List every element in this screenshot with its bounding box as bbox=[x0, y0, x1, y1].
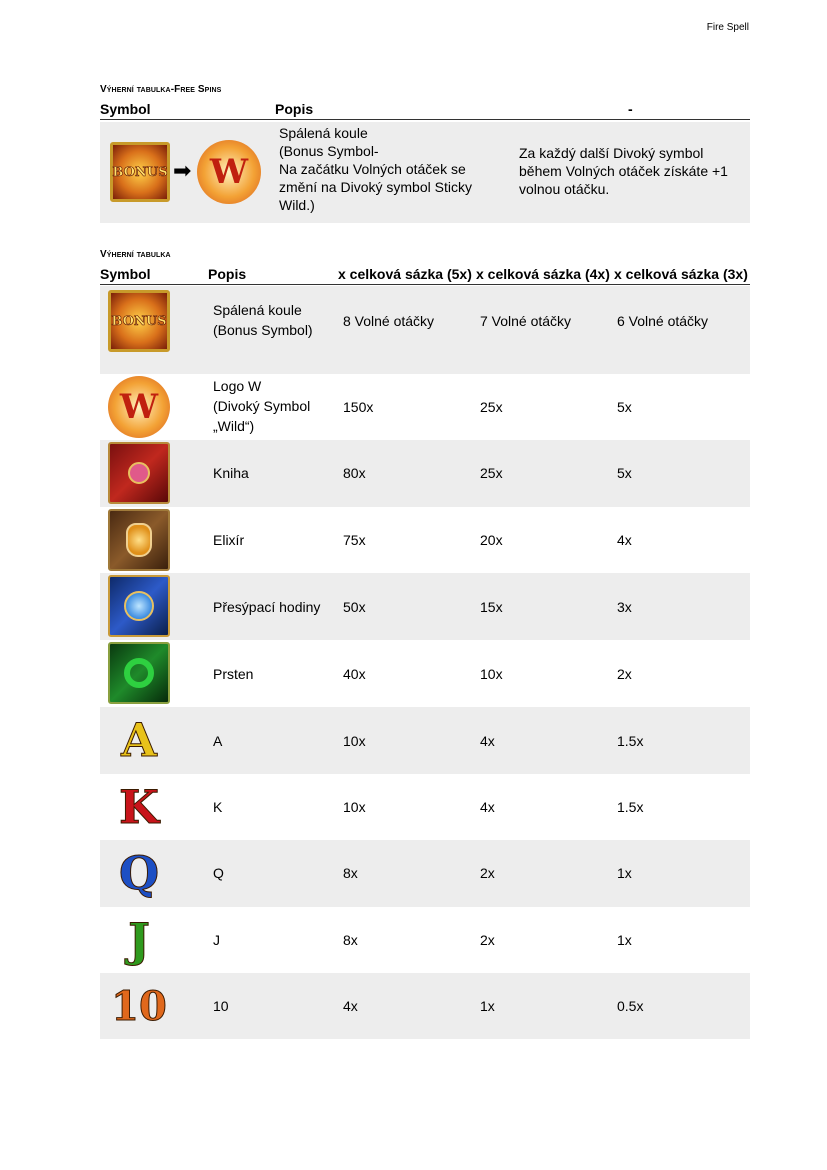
row-description: J bbox=[213, 932, 220, 948]
payout-4x: 1x bbox=[480, 998, 495, 1014]
fs-header-rule bbox=[100, 119, 750, 120]
row-description: Spálená koule (Bonus Symbol) bbox=[213, 302, 313, 338]
payout-3x: 1.5x bbox=[617, 733, 644, 749]
payout-3x: 1x bbox=[617, 932, 632, 948]
payout-3x: 5x bbox=[617, 399, 632, 415]
fs-header-symbol: Symbol bbox=[100, 101, 151, 117]
bonus-icon: BONUS bbox=[110, 142, 170, 202]
table-row bbox=[100, 640, 750, 707]
letter-q-icon: Q bbox=[118, 846, 160, 900]
payout-5x: 10x bbox=[343, 733, 366, 749]
payout-5x: 8x bbox=[343, 865, 358, 881]
table-row bbox=[100, 440, 750, 507]
payout-5x: 50x bbox=[343, 599, 366, 615]
payout-4x: 10x bbox=[480, 666, 503, 682]
payout-4x: 25x bbox=[480, 465, 503, 481]
letter-k-icon: K bbox=[119, 780, 159, 834]
payout-4x: 20x bbox=[480, 532, 503, 548]
payout-3x: 3x bbox=[617, 599, 632, 615]
payout-5x: 80x bbox=[343, 465, 366, 481]
payout-5x: 150x bbox=[343, 399, 374, 415]
row-description: Kniha bbox=[213, 465, 249, 481]
pt-header-popis: Popis bbox=[208, 266, 247, 282]
table-row bbox=[100, 973, 750, 1039]
payout-5x: 8 Volné otáčky bbox=[343, 313, 435, 329]
payout-4x: 15x bbox=[480, 599, 503, 615]
row-description: Q bbox=[213, 865, 224, 881]
letter-j-icon: J bbox=[128, 913, 150, 967]
wild-w-icon: W bbox=[197, 140, 261, 204]
row-description: Přesýpací hodiny bbox=[213, 599, 321, 615]
hourglass-icon bbox=[108, 575, 170, 637]
ring-icon bbox=[108, 642, 170, 704]
arrow-right-icon: ➡ bbox=[173, 158, 192, 183]
fs-description: Spálená koule (Bonus Symbol- Na začátku Volných otáček se změní na Divoký symbol Sticky Wild.) bbox=[279, 125, 472, 213]
table-row bbox=[100, 707, 750, 774]
payout-3x: 1x bbox=[617, 865, 632, 881]
bonus-icon: BONUS bbox=[108, 290, 170, 352]
letter-a-icon: A bbox=[121, 713, 157, 767]
payout-3x: 6 Volné otáčky bbox=[617, 313, 709, 329]
table-row bbox=[100, 507, 750, 573]
payout-5x: 10x bbox=[343, 799, 366, 815]
payout-4x: 2x bbox=[480, 865, 495, 881]
elixir-icon bbox=[108, 509, 170, 571]
row-description: K bbox=[213, 799, 223, 815]
payout-4x: 4x bbox=[480, 799, 495, 815]
row-description: A bbox=[213, 733, 223, 749]
table-row bbox=[100, 374, 750, 440]
table-row bbox=[100, 573, 750, 640]
table-row bbox=[100, 840, 750, 907]
table-row bbox=[100, 286, 750, 374]
payout-4x: 4x bbox=[480, 733, 495, 749]
document-title: Fire Spell bbox=[706, 22, 749, 33]
table-row bbox=[100, 907, 750, 973]
pt-header-5x: x celková sázka (5x) bbox=[338, 266, 472, 282]
ten-icon: 10 bbox=[111, 982, 167, 1030]
pt-header-symbol: Symbol bbox=[100, 266, 151, 282]
row-description: Elixír bbox=[213, 532, 245, 548]
payout-4x: 25x bbox=[480, 399, 503, 415]
pt-header-rule bbox=[100, 284, 750, 285]
free-spins-section-title: Výherní tabulka-Free Spins bbox=[100, 84, 222, 95]
paytable-section-title: Výherní tabulka bbox=[100, 249, 171, 260]
payout-5x: 4x bbox=[343, 998, 358, 1014]
book-icon bbox=[108, 442, 170, 504]
row-description: 10 bbox=[213, 998, 229, 1014]
payout-4x: 7 Volné otáčky bbox=[480, 313, 572, 329]
fs-header-dash: - bbox=[628, 101, 633, 117]
payout-3x: 5x bbox=[617, 465, 632, 481]
payout-3x: 1.5x bbox=[617, 799, 644, 815]
fs-header-popis: Popis bbox=[275, 101, 314, 117]
payout-3x: 0.5x bbox=[617, 998, 644, 1014]
fs-table-row bbox=[100, 122, 750, 223]
pt-header-4x: x celková sázka (4x) bbox=[476, 266, 610, 282]
payout-5x: 40x bbox=[343, 666, 366, 682]
fs-extra-info: Za každý další Divoký symbol během Volných otáček získáte +1 volnou otáčku. bbox=[519, 145, 728, 197]
row-description: Prsten bbox=[213, 666, 254, 682]
payout-3x: 2x bbox=[617, 666, 632, 682]
payout-5x: 8x bbox=[343, 932, 358, 948]
row-description: Logo W (Divoký Symbol „Wild“) bbox=[213, 378, 311, 434]
pt-header-3x: x celková sázka (3x) bbox=[614, 266, 748, 282]
payout-5x: 75x bbox=[343, 532, 366, 548]
wild-w-icon: W bbox=[108, 376, 170, 438]
payout-3x: 4x bbox=[617, 532, 632, 548]
payout-4x: 2x bbox=[480, 932, 495, 948]
table-row bbox=[100, 774, 750, 840]
